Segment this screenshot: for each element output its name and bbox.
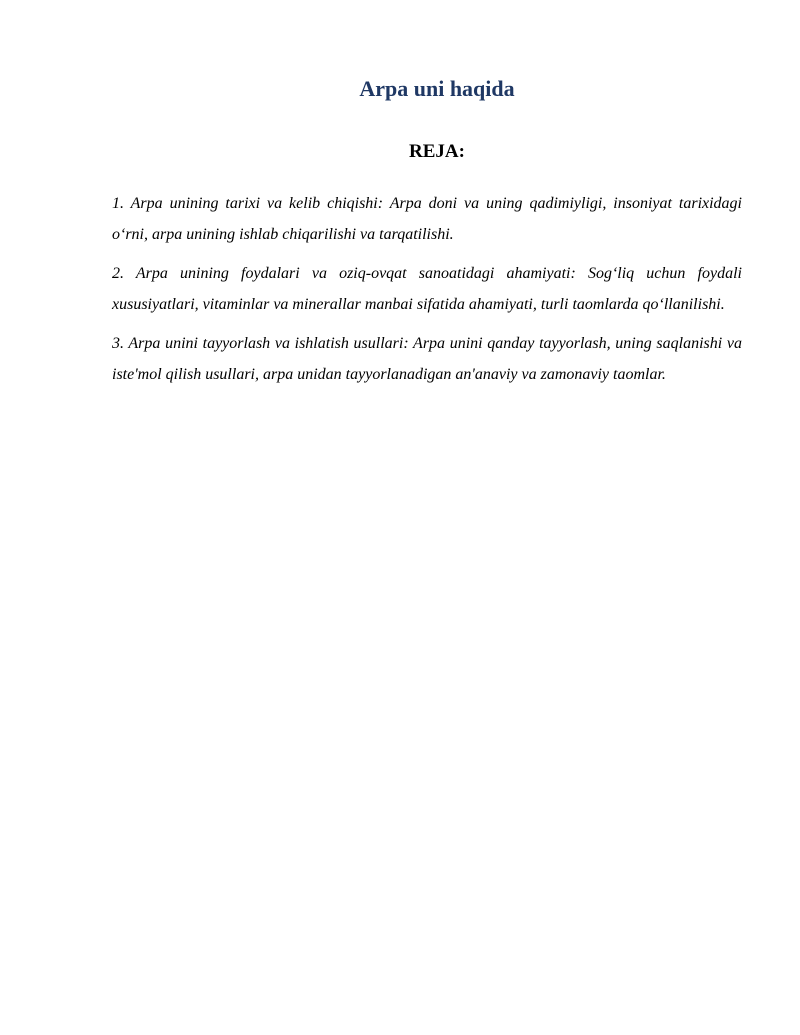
plan-heading: REJA: [409, 141, 465, 162]
plan-item-2: 2. Arpa unining foydalari va oziq-ovqat sanoatidagi ahamiyati: Sog‘liq uchun foydali xususiyatlari, vitaminlar va minerallar manbai sifatida ahamiyati, turli taomlarda qo‘llanilishi. [112, 265, 742, 313]
plan-list [112, 188, 742, 390]
plan-item-1: 1. Arpa unining tarixi va kelib chiqishi: Arpa doni va uning qadimiyligi, insoniyat tarixidagi o‘rni, arpa unining ishlab chiqarilishi va tarqatilishi. [112, 195, 742, 243]
plan-item-3: 3. Arpa unini tayyorlash va ishlatish usullari: Arpa unini qanday tayyorlash, uning saqlanishi va iste'mol qilish usullari, arpa unidan tayyorlanadigan an'anaviy va zamonaviy taomlar. [112, 335, 742, 383]
document-title: Arpa uni haqida [359, 76, 515, 101]
